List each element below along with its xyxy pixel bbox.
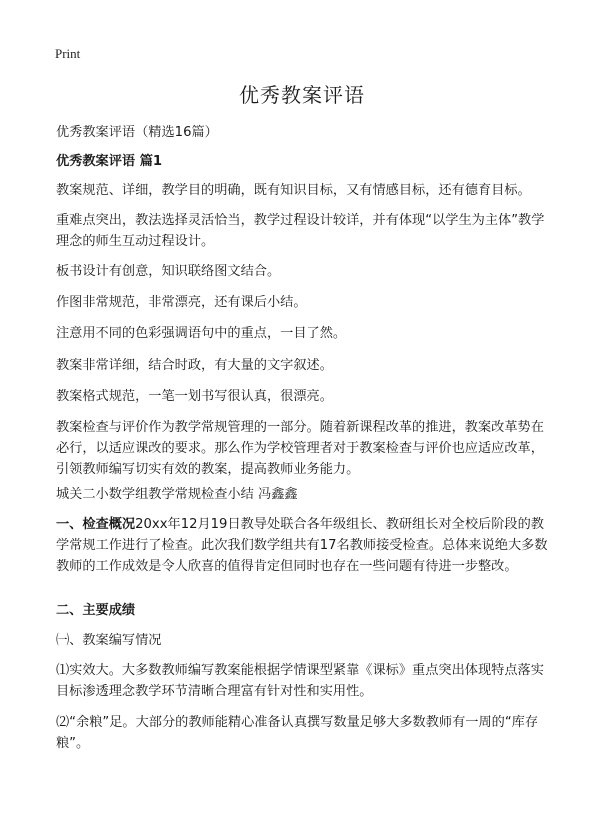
item-1: ⑴实效大。大多数教师编写教案能根据学情课型紧靠《课标》重点突出体现特点落实目标渗透理念教学环节清晰合理富有针对性和实用性。 bbox=[56, 663, 544, 699]
achievements-heading: 二、主要成绩 bbox=[56, 603, 136, 618]
paragraph-8: 教案检查与评价作为教学常规管理的一部分。随着新课程改革的推进，教案改革势在必行，以适应课改的要求。那么作为学校管理者对于教案检查与评价也应适应改革，引领教师编写切实有效的教案，提高教师业务能力。 bbox=[56, 420, 544, 477]
inspection-text: 20xx年12月19日教导处联合各年级组长、教研组长对全校后阶段的教学常规工作进行了检查。此次我们数学组共有17名教师接受检查。总体来说绝大多数教师的工作成效是令人欣喜的值得肯定但同时也存在一些问题有待进一步整改。 bbox=[56, 517, 548, 574]
paragraph-3: 板书设计有创意，知识联络图文结合。 bbox=[56, 264, 281, 279]
inspection-label: 一、检查概况 bbox=[56, 517, 136, 532]
paragraph-2: 重难点突出，教法选择灵活恰当，教学过程设计较详，并有体现“以学生为主体”教学理念的师生互动过程设计。 bbox=[56, 213, 545, 249]
subtitle: 优秀教案评语（精选16篇） bbox=[56, 125, 218, 140]
paragraph-7: 教案格式规范，一笔一划书写很认真，很漂亮。 bbox=[56, 389, 333, 404]
paragraph-6: 教案非常详细，结合时政，有大量的文字叙述。 bbox=[56, 358, 333, 373]
paragraph-9: 城关二小数学组教学常规检查小结 冯鑫鑫 bbox=[56, 487, 298, 502]
inspection-paragraph bbox=[56, 514, 548, 577]
section-heading: 优秀教案评语 篇1 bbox=[56, 154, 163, 169]
paragraph-4: 作图非常规范，非常漂亮，还有课后小结。 bbox=[56, 295, 307, 310]
paragraph-1: 教案规范、详细，教学目的明确，既有知识目标，又有情感目标，还有德育目标。 bbox=[56, 183, 531, 198]
paragraph-5: 注意用不同的色彩强调语句中的重点，一目了然。 bbox=[56, 326, 347, 341]
sub-heading: ㈠、教案编写情况 bbox=[56, 633, 162, 648]
page-title: 优秀教案评语 bbox=[239, 83, 365, 107]
print-link[interactable]: Print bbox=[55, 46, 81, 61]
item-2: ⑵“余粮”足。大部分的教师能精心准备认真撰写数量足够大多数教师有一周的“库存粮”。 bbox=[56, 715, 539, 751]
